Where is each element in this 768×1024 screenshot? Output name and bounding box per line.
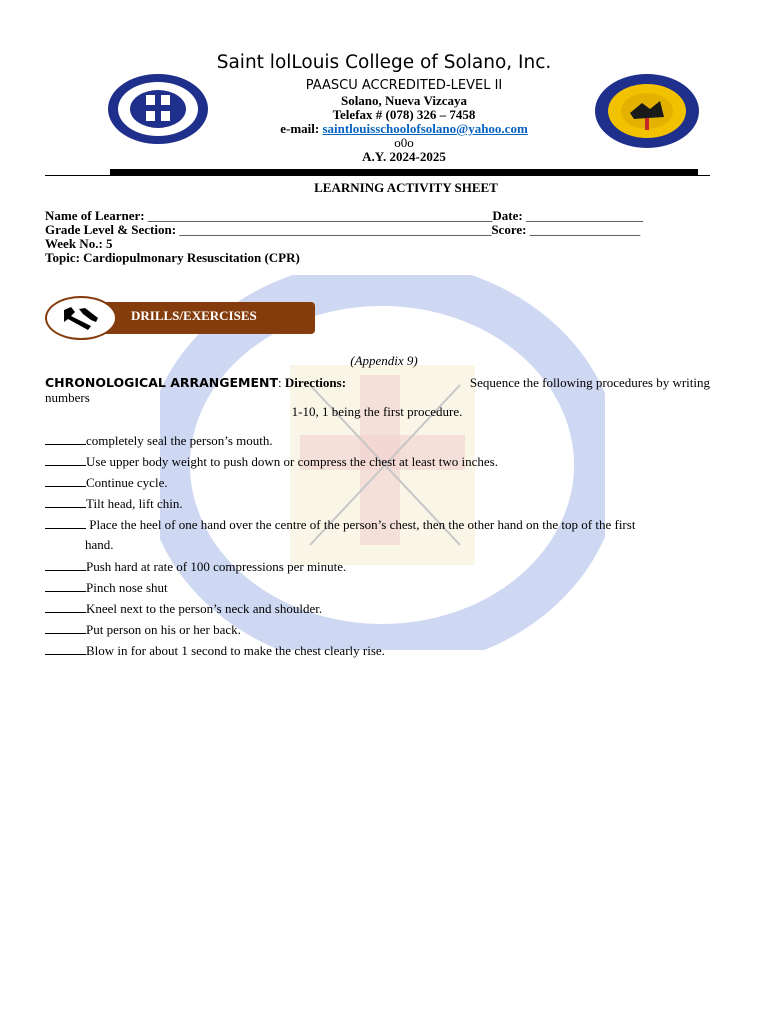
appendix-label: (Appendix 9) [350,353,418,368]
email-link[interactable]: saintlouisschoolofsolano@yahoo.com [322,121,528,136]
procedure-text: Use upper body weight to push down or compress the chest at least two inches. [86,454,498,469]
answer-blank[interactable] [45,600,86,613]
directions-colon: : [278,375,285,390]
procedure-item [45,600,322,617]
procedure-text: Tilt head, lift chin. [86,496,183,511]
name-line[interactable]: _____________________________________________________ [147,208,493,223]
email-label: e-mail: [280,121,323,136]
answer-blank[interactable] [45,579,86,592]
answer-blank[interactable] [45,495,86,508]
divider-mark: o0o [394,135,414,150]
sheet-title: LEARNING ACTIVITY SHEET [314,180,498,195]
section-banner-label: DRILLS/EXERCISES [131,308,257,323]
procedure-text: completely seal the person’s mouth. [86,433,273,448]
telefax: Telefax # (078) 326 – 7458 [332,107,476,122]
topic-field: Topic: Cardiopulmonary Resuscitation (CPR) [45,250,300,265]
directions-label: Directions: [284,375,347,390]
grade-field [45,222,640,238]
answer-blank[interactable] [45,558,86,571]
answer-blank[interactable] [45,621,86,634]
procedure-text: Place the heel of one hand over the centre of the person’s chest, then the other hand on the top of the first [86,517,636,532]
directions-heading: CHRONOLOGICAL ARRANGEMENT [45,375,279,390]
directions-text-3: 1-10, 1 being the first procedure. [291,404,463,419]
answer-blank[interactable] [45,453,86,466]
procedure-text: Push hard at rate of 100 compressions per minute. [86,559,347,574]
directions-text: Sequence the following procedures by writing [469,375,710,390]
directions-line [45,375,710,391]
grade-line[interactable]: ________________________________________________ [179,222,492,237]
wrench-icon-frame [45,296,117,340]
directions-text-2: numbers [45,390,90,405]
score-label: Score: [491,222,530,237]
procedure-item [45,558,346,575]
accreditation: PAASCU ACCREDITED-LEVEL II [305,78,503,93]
procedure-item [45,474,168,491]
procedure-item [45,516,635,533]
procedure-item-continuation: hand. [85,537,114,552]
date-label: Date: [492,208,526,223]
procedure-item [45,579,168,596]
procedure-item [45,642,385,659]
name-label: Name of Learner: [45,208,148,223]
procedure-text: Continue cycle. [86,475,168,490]
procedure-text: Blow in for about 1 second to make the chest clearly rise. [86,643,385,658]
procedure-text: Kneel next to the person’s neck and shoulder. [86,601,323,616]
address: Solano, Nueva Vizcaya [340,93,468,108]
procedure-item [45,432,273,449]
procedure-text: Put person on his or her back. [86,622,241,637]
wrench-icon [61,304,101,332]
procedure-item [45,453,498,470]
answer-blank[interactable] [45,474,86,487]
week-field: Week No.: 5 [45,236,113,251]
answer-blank[interactable] [45,516,86,529]
header-rule-thin [45,175,710,176]
date-line[interactable]: __________________ [525,208,643,223]
answer-blank[interactable] [45,432,86,445]
procedure-text: Pinch nose shut [86,580,168,595]
answer-blank[interactable] [45,642,86,655]
score-line[interactable]: _________________ [529,222,641,237]
school-name: Saint lolLouis College of Solano, Inc. [216,52,552,73]
procedure-item [45,621,241,638]
procedure-item [45,495,183,512]
academic-year: A.Y. 2024-2025 [362,149,446,164]
grade-label: Grade Level & Section: [45,222,180,237]
